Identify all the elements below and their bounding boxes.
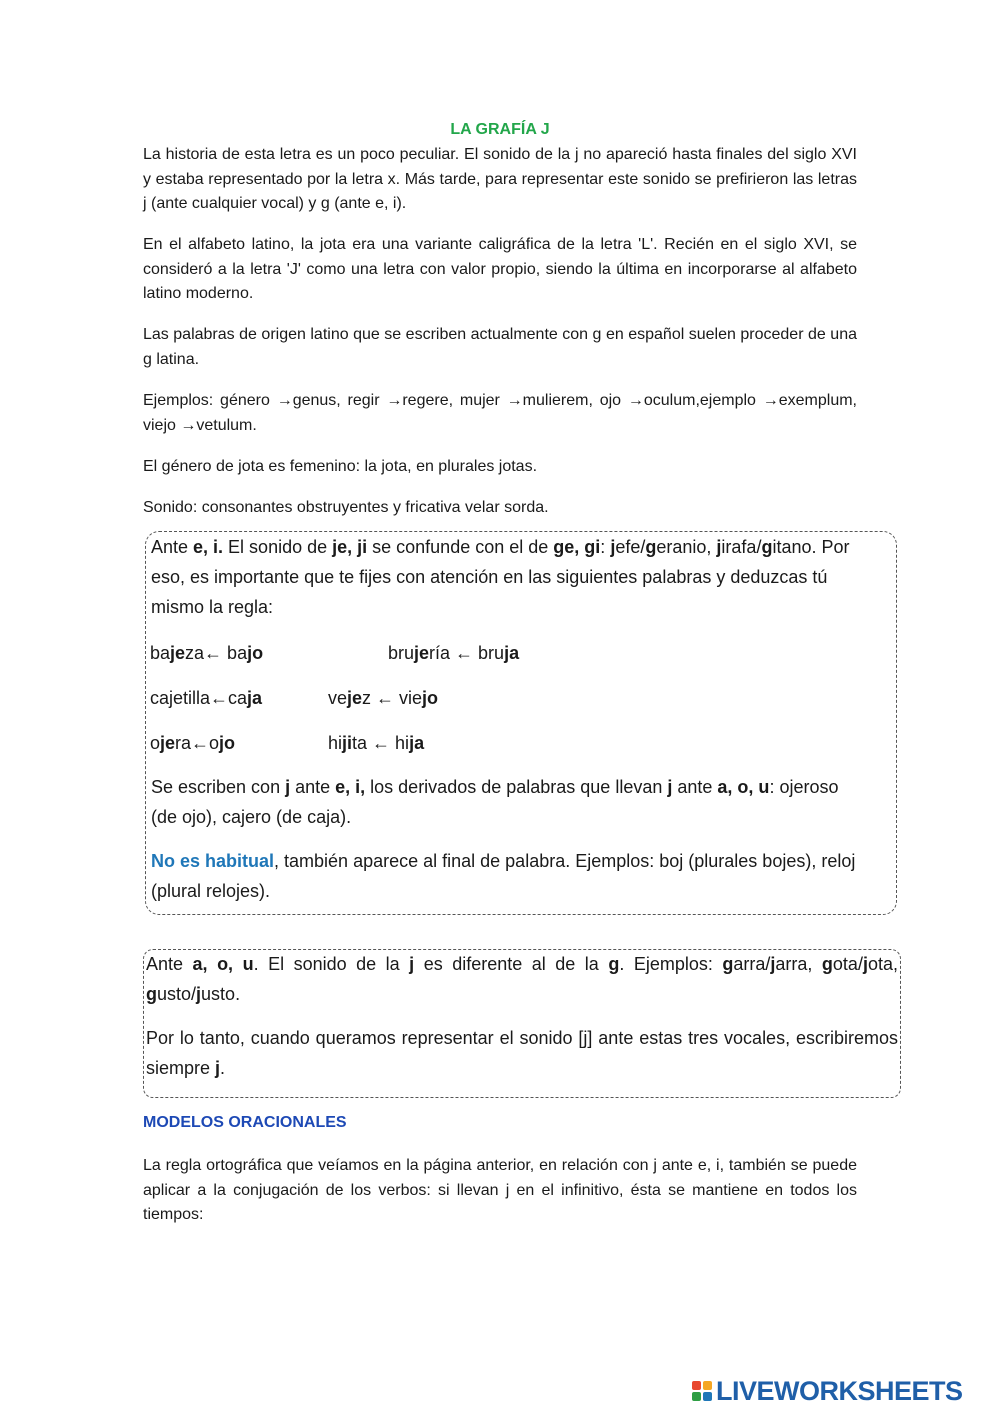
- paragraph-latin-origin: Las palabras de origen latino que se escriben actualmente con g en español suelen proceder de una g latina.: [143, 326, 857, 368]
- paragraph-examples: Ejemplos: género →genus, regir →regere, mujer →mulierem, ojo →oculum,ejemplo →exemplum, viejo →vetulum.: [143, 392, 857, 434]
- section-heading: MODELOS ORACIONALES: [143, 1114, 347, 1131]
- page-title: LA GRAFÍA J: [450, 121, 550, 138]
- example-right-1: brujería ← bruja: [388, 643, 520, 663]
- logo-text: LIVEWORKSHEETS: [716, 1375, 963, 1406]
- example-left-2: cajetilla←caja: [150, 688, 263, 708]
- paragraph-gender: El género de jota es femenino: la jota, en plurales jotas.: [143, 458, 538, 475]
- box1-note: No es habitual, también aparece al final de palabra. Ejemplos: boj (plurales bojes), reloj (plural relojes).: [151, 851, 856, 901]
- logo-mark-icon: [692, 1381, 712, 1401]
- example-left-3: ojera←ojo: [150, 733, 236, 753]
- paragraph-history: La historia de esta letra es un poco peculiar. El sonido de la j no apareció hasta finales del siglo XVI y estaba representado por la letra x. Más tarde, para representar este sonido se prefirieron las letras j (ante cualquier vocal) y g (ante e, i).: [143, 146, 857, 212]
- example-right-3: hijita ← hija: [328, 733, 425, 753]
- example-left-1: bajeza← bajo: [150, 643, 264, 663]
- paragraph-sound: Sonido: consonantes obstruyentes y fricativa velar sorda.: [143, 499, 549, 516]
- logo-mark-square: [703, 1392, 712, 1401]
- logo-mark-square: [703, 1381, 712, 1390]
- box1-rule: Se escriben con j ante e, i, los derivados de palabras que llevan j ante a, o, u: ojeroso (de ojo), cajero (de caja).: [151, 777, 839, 827]
- paragraph-latin-alphabet: En el alfabeto latino, la jota era una variante caligráfica de la letra 'L'. Recién en el siglo XVI, se consideró a la letra 'J' como una letra con valor propio, siendo la última en incorporarse al alfabeto latino moderno.: [143, 236, 857, 302]
- logo-mark-square: [692, 1392, 701, 1401]
- box2-paragraph-1: Ante a, o, u. El sonido de la j es diferente al de la g. Ejemplos: garra/jarra, gota/jota, gusto/justo.: [146, 954, 898, 1004]
- box2-paragraph-2: Por lo tanto, cuando queramos representar el sonido [j] ante estas tres vocales, escribiremos siempre j.: [146, 1028, 898, 1078]
- note-highlight: No es habitual: [151, 851, 275, 871]
- liveworksheets-logo: [692, 1376, 992, 1406]
- logo-mark-square: [692, 1381, 701, 1390]
- box1-intro: Ante e, i. El sonido de je, ji se confunde con el de ge, gi: jefe/geranio, jirafa/gitano. Por eso, es importante que te fijes con atención en las siguientes palabras y deduzcas tú mismo la regla:: [151, 537, 850, 617]
- example-right-2: vejez ← viejo: [328, 688, 439, 708]
- paragraph-closing: La regla ortográfica que veíamos en la página anterior, en relación con j ante e, i, también se puede aplicar a la conjugación de los verbos: si llevan j en el infinitivo, ésta se mantiene en todos los tiempos:: [143, 1157, 857, 1223]
